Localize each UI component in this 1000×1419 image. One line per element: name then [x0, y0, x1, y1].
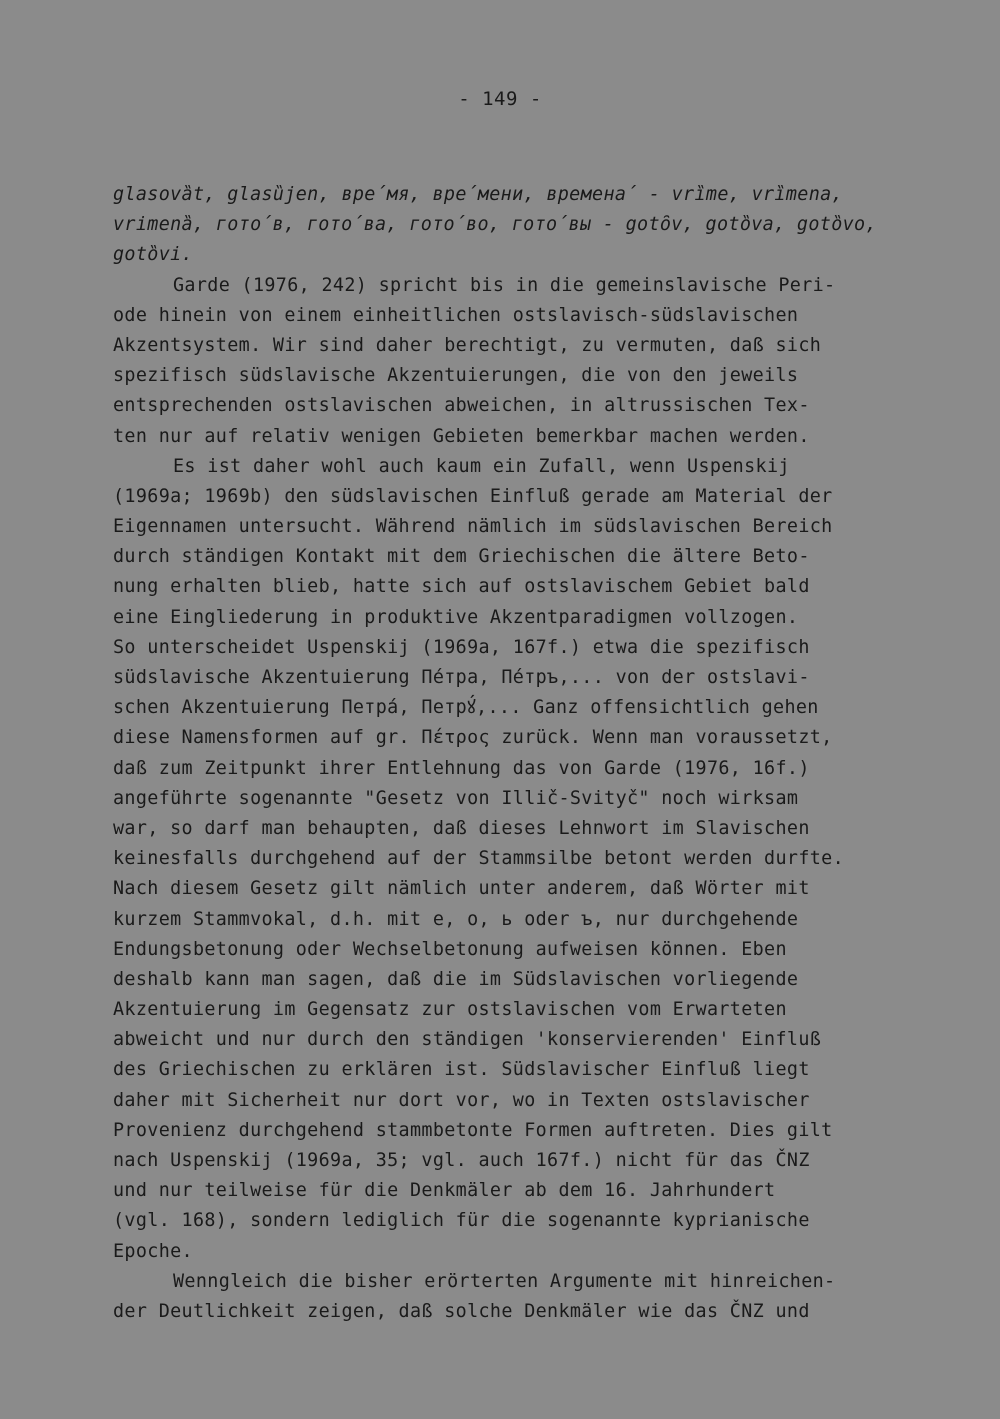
text-line: abweicht und nur durch den ständigen 'konservierenden' Einfluß: [113, 1029, 822, 1051]
text-line: (1969a; 1969b) den südslavischen Einfluß gerade am Material der: [113, 485, 833, 507]
text-line: keinesfalls durchgehend auf der Stammsilbe betont werden durfte.: [113, 848, 845, 870]
text-line: ode hinein von einem einheitlichen ostslavisch-südslavischen: [113, 304, 799, 326]
text-line: Nach diesem Gesetz gilt nämlich unter anderem, daß Wörter mit: [113, 878, 810, 900]
text-line: südslavische Akzentuierung Пе́тра, Пе́тръ,... von der ostslavi-: [113, 667, 810, 688]
text-line: angeführte sogenannte "Gesetz von Illič-Svityč" noch wirksam: [113, 787, 799, 809]
text-line: diese Namensformen auf gr. Πέτρος zurück. Wenn man voraussetzt,: [113, 727, 833, 749]
text-line: ten nur auf relativ wenigen Gebieten bemerkbar machen werden.: [113, 425, 810, 447]
text-line: des Griechischen zu erklären ist. Südslavischer Einfluß liegt: [113, 1059, 810, 1081]
text-line: Endungsbetonung oder Wechselbetonung aufweisen können. Eben: [113, 938, 787, 960]
text-line: war, so darf man behaupten, daß dieses Lehnwort im Slavischen: [113, 817, 810, 839]
page-number: - 149 -: [458, 88, 542, 110]
text-line: Epoche.: [113, 1240, 193, 1262]
text-line: durch ständigen Kontakt mit dem Griechischen die ältere Beto-: [113, 546, 810, 568]
text-line: Akzentuierung im Gegensatz zur ostslavischen vom Erwarteten: [113, 999, 787, 1021]
text-line: Provenienz durchgehend stammbetonte Formen auftreten. Dies gilt: [113, 1119, 833, 1141]
text-line: entsprechenden ostslavischen abweichen, in altrussischen Tex-: [113, 395, 810, 417]
text-line: eine Eingliederung in produktive Akzentparadigmen vollzogen.: [113, 606, 799, 628]
text-line: und nur teilweise für die Denkmäler ab dem 16. Jahrhundert: [113, 1180, 776, 1202]
text-line: schen Akzentuierung Петра́, Петрꙋ́,... Ganz offensichtlich gehen: [113, 697, 819, 719]
text-line: daß zum Zeitpunkt ihrer Entlehnung das von Garde (1976, 16f.): [113, 757, 810, 779]
text-line: der Deutlichkeit zeigen, daß solche Denkmäler wie das ČNZ und: [113, 1300, 810, 1322]
text-line: Wenngleich die bisher erörterten Argumente mit hinreichen-: [173, 1270, 836, 1292]
text-line: (vgl. 168), sondern lediglich für die sogenannte kyprianische: [113, 1210, 810, 1232]
text-line: vrimenȁ, гото́в, гото́ва, гото́во, гото́вы - gotȏv, gotȍva, gotȍvo,: [113, 214, 877, 236]
text-line: spezifisch südslavische Akzentuierungen, die von den jeweils: [113, 365, 799, 387]
text-line: Garde (1976, 242) spricht bis in die gemeinslavische Peri-: [173, 274, 836, 296]
text-line: nach Uspenskij (1969a, 35; vgl. auch 167f.) nicht für das ČNZ: [113, 1150, 810, 1171]
text-line: So unterscheidet Uspenskij (1969a, 167f.) etwa die spezifisch: [113, 636, 810, 658]
text-line: gotȍvi.: [113, 244, 193, 266]
text-line: Eigennamen untersucht. Während nämlich im südslavischen Bereich: [113, 516, 833, 538]
text-line: glasovȁt, glasȕjen, вре́мя, вре́мени, времена́ - vrȉme, vrȉmena,: [113, 184, 843, 205]
text-line: Akzentsystem. Wir sind daher berechtigt, zu vermuten, daß sich: [113, 334, 822, 356]
text-line: daher mit Sicherheit nur dort vor, wo in Texten ostslavischer: [113, 1089, 810, 1111]
text-line: deshalb kann man sagen, daß die im Südslavischen vorliegende: [113, 968, 799, 990]
text-line: Es ist daher wohl auch kaum ein Zufall, wenn Uspenskij: [173, 455, 790, 477]
body-text: [113, 180, 888, 1327]
text-line: kurzem Stammvokal, d.h. mit e, o, ь oder ъ, nur durchgehende: [113, 908, 799, 930]
text-line: nung erhalten blieb, hatte sich auf ostslavischem Gebiet bald: [113, 576, 810, 598]
